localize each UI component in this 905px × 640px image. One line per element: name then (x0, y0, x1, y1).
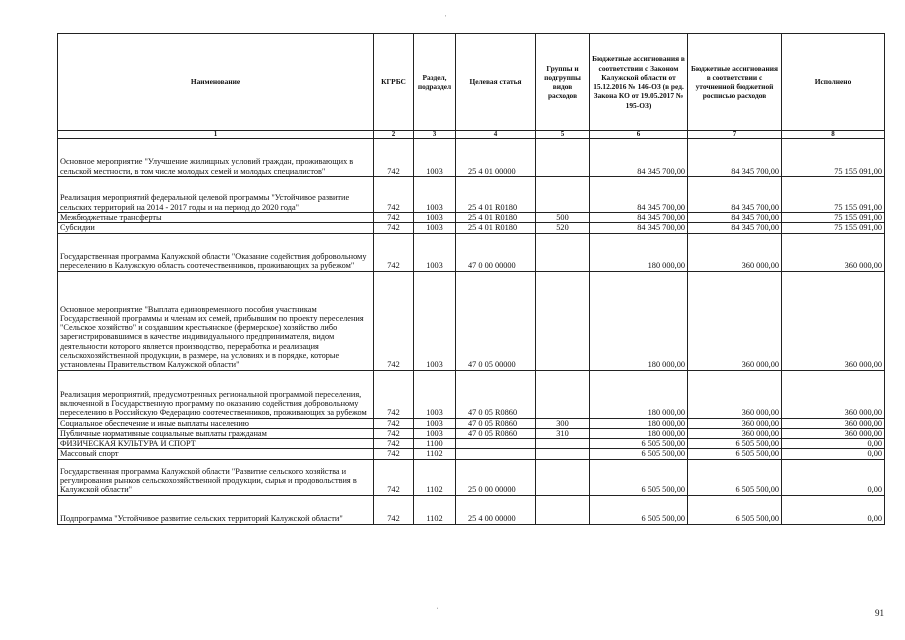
table-row (58, 418, 885, 428)
row-kgrbs: 742 (374, 439, 414, 449)
row-budget-refined: 360 000,00 (688, 233, 782, 271)
row-expense-group (536, 439, 590, 449)
row-target-article: 47 0 00 00000 (456, 233, 536, 271)
row-target-article: 25 4 00 00000 (456, 495, 536, 524)
row-budget-refined: 360 000,00 (688, 418, 782, 428)
table-row (58, 439, 885, 449)
row-target-article: 25 4 01 R0180 (456, 213, 536, 223)
row-budget-refined: 360 000,00 (688, 271, 782, 370)
table-row (58, 271, 885, 370)
table-row (58, 428, 885, 438)
row-executed: 0,00 (782, 439, 885, 449)
row-target-article: 47 0 05 R0860 (456, 370, 536, 418)
table-row (58, 459, 885, 495)
row-target-article: 25 0 00 00000 (456, 459, 536, 495)
row-expense-group (536, 139, 590, 177)
row-section: 1102 (414, 459, 456, 495)
row-name: Подпрограмма "Устойчивое развитие сельских территорий Калужской области" (58, 495, 374, 524)
row-target-article: 47 0 05 00000 (456, 271, 536, 370)
row-budget-law: 84 345 700,00 (590, 223, 688, 233)
row-executed: 360 000,00 (782, 233, 885, 271)
scan-speck: ˌ (436, 600, 439, 609)
row-section: 1003 (414, 139, 456, 177)
row-budget-refined: 6 505 500,00 (688, 459, 782, 495)
row-target-article: 25 4 01 R0180 (456, 223, 536, 233)
row-section: 1003 (414, 223, 456, 233)
row-budget-refined: 84 345 700,00 (688, 223, 782, 233)
row-section: 1003 (414, 213, 456, 223)
row-budget-law: 6 505 500,00 (590, 449, 688, 459)
row-target-article: 47 0 05 R0860 (456, 428, 536, 438)
column-number-row (58, 131, 885, 139)
row-expense-group: 520 (536, 223, 590, 233)
col-number: 4 (456, 131, 536, 139)
col-number: 3 (414, 131, 456, 139)
row-section: 1003 (414, 370, 456, 418)
row-budget-law: 6 505 500,00 (590, 495, 688, 524)
row-target-article: 25 4 01 00000 (456, 139, 536, 177)
row-name: Реализация мероприятий, предусмотренных региональной программой переселения, включенной в Государственную программу по оказанию содействия добровольному переселению в Российскую Федерацию соотечественников, проживающих за рубежом (58, 370, 374, 418)
row-kgrbs: 742 (374, 177, 414, 213)
row-kgrbs: 742 (374, 139, 414, 177)
header-target-article: Целевая статья (456, 34, 536, 131)
row-kgrbs: 742 (374, 370, 414, 418)
row-expense-group: 310 (536, 428, 590, 438)
row-executed: 0,00 (782, 449, 885, 459)
row-expense-group (536, 177, 590, 213)
col-number: 6 (590, 131, 688, 139)
row-expense-group (536, 459, 590, 495)
row-kgrbs: 742 (374, 213, 414, 223)
row-budget-law: 84 345 700,00 (590, 139, 688, 177)
row-target-article (456, 439, 536, 449)
scan-speck: ˈ (444, 14, 447, 23)
row-section: 1100 (414, 439, 456, 449)
row-executed: 0,00 (782, 459, 885, 495)
row-expense-group (536, 370, 590, 418)
row-budget-law: 180 000,00 (590, 418, 688, 428)
row-budget-law: 84 345 700,00 (590, 177, 688, 213)
row-name: Государственная программа Калужской области "Оказание содействия добровольному переселению в Калужскую область соотечественников, проживающих за рубежом" (58, 233, 374, 271)
row-kgrbs: 742 (374, 428, 414, 438)
row-name: Реализация мероприятий федеральной целевой программы "Устойчивое развитие сельских территорий на 2014 - 2017 годы и на период до 2020 года" (58, 177, 374, 213)
row-budget-refined: 6 505 500,00 (688, 449, 782, 459)
col-number: 7 (688, 131, 782, 139)
row-expense-group (536, 495, 590, 524)
header-kgrbs: КГРБС (374, 34, 414, 131)
row-budget-law: 180 000,00 (590, 428, 688, 438)
col-number: 5 (536, 131, 590, 139)
row-executed: 360 000,00 (782, 271, 885, 370)
row-section: 1003 (414, 233, 456, 271)
row-budget-law: 6 505 500,00 (590, 459, 688, 495)
row-name: Государственная программа Калужской области "Развитие сельского хозяйства и регулирования рынков сельскохозяйственной продукции, сырья и продовольствия в Калужской области" (58, 459, 374, 495)
row-budget-refined: 6 505 500,00 (688, 439, 782, 449)
row-expense-group: 300 (536, 418, 590, 428)
row-executed: 75 155 091,00 (782, 213, 885, 223)
row-target-article: 25 4 01 R0180 (456, 177, 536, 213)
row-section: 1003 (414, 418, 456, 428)
row-budget-refined: 6 505 500,00 (688, 495, 782, 524)
row-section: 1102 (414, 449, 456, 459)
row-section: 1102 (414, 495, 456, 524)
row-executed: 75 155 091,00 (782, 223, 885, 233)
row-expense-group (536, 449, 590, 459)
col-number: 2 (374, 131, 414, 139)
row-section: 1003 (414, 428, 456, 438)
row-budget-refined: 84 345 700,00 (688, 213, 782, 223)
row-executed: 75 155 091,00 (782, 139, 885, 177)
table-row (58, 139, 885, 177)
row-section: 1003 (414, 177, 456, 213)
row-budget-law: 180 000,00 (590, 233, 688, 271)
row-budget-refined: 84 345 700,00 (688, 177, 782, 213)
row-name: Массовый спорт (58, 449, 374, 459)
row-section: 1003 (414, 271, 456, 370)
header-budget-refined: Бюджетные ассигнования в соответствии с уточненной бюджетной росписью расходов (688, 34, 782, 131)
col-number: 1 (58, 131, 374, 139)
row-budget-refined: 360 000,00 (688, 428, 782, 438)
row-target-article: 47 0 05 R0860 (456, 418, 536, 428)
table-row (58, 370, 885, 418)
row-executed: 360 000,00 (782, 370, 885, 418)
row-name: Межбюджетные трансферты (58, 213, 374, 223)
row-budget-law: 180 000,00 (590, 271, 688, 370)
table-row (58, 213, 885, 223)
row-executed: 75 155 091,00 (782, 177, 885, 213)
row-executed: 360 000,00 (782, 428, 885, 438)
row-budget-law: 180 000,00 (590, 370, 688, 418)
row-kgrbs: 742 (374, 223, 414, 233)
table-row (58, 495, 885, 524)
row-expense-group: 500 (536, 213, 590, 223)
row-kgrbs: 742 (374, 418, 414, 428)
row-kgrbs: 742 (374, 495, 414, 524)
row-name: ФИЗИЧЕСКАЯ КУЛЬТУРА И СПОРТ (58, 439, 374, 449)
header-executed: Исполнено (782, 34, 885, 131)
table-row (58, 449, 885, 459)
row-name: Основное мероприятие "Выплата единовременного пособия участникам Государственной программы и членам их семей, прибывшим по проекту переселения "Сельское хозяйство" и создавшим крестьянское (фермерское) хозяйство либо зарегистрировавшимся в качестве индивидуального предпринимателя, видом деятельности которого является производство, переработка и реализация сельскохозяйственной продукции, в размере, на условиях и в порядке, которые установлены Правительством Калужской области" (58, 271, 374, 370)
row-expense-group (536, 233, 590, 271)
row-kgrbs: 742 (374, 459, 414, 495)
row-name: Публичные нормативные социальные выплаты гражданам (58, 428, 374, 438)
row-target-article (456, 449, 536, 459)
row-expense-group (536, 271, 590, 370)
header-name: Наименование (58, 34, 374, 131)
header-budget-law: Бюджетные ассигнования в соответствии с Законом Калужской области от 15.12.2016 № 146-ОЗ (в ред. Закона КО от 19.05.2017 № 195-ОЗ) (590, 34, 688, 131)
header-expense-groups: Группы и подгруппы видов расходов (536, 34, 590, 131)
row-name: Социальное обеспечение и иные выплаты населению (58, 418, 374, 428)
row-budget-refined: 360 000,00 (688, 370, 782, 418)
row-name: Субсидии (58, 223, 374, 233)
row-executed: 0,00 (782, 495, 885, 524)
header-section: Раздел, подраздел (414, 34, 456, 131)
row-name: Основное мероприятие "Улучшение жилищных условий граждан, проживающих в сельской местности, в том числе молодых семей и молодых специалистов" (58, 139, 374, 177)
row-executed: 360 000,00 (782, 418, 885, 428)
budget-table (57, 33, 885, 525)
row-budget-refined: 84 345 700,00 (688, 139, 782, 177)
row-kgrbs: 742 (374, 233, 414, 271)
page-number: 91 (875, 608, 884, 618)
table-row (58, 233, 885, 271)
row-budget-law: 84 345 700,00 (590, 213, 688, 223)
row-kgrbs: 742 (374, 449, 414, 459)
table-header-row (58, 34, 885, 131)
row-budget-law: 6 505 500,00 (590, 439, 688, 449)
table-row (58, 223, 885, 233)
row-kgrbs: 742 (374, 271, 414, 370)
col-number: 8 (782, 131, 885, 139)
table-row (58, 177, 885, 213)
